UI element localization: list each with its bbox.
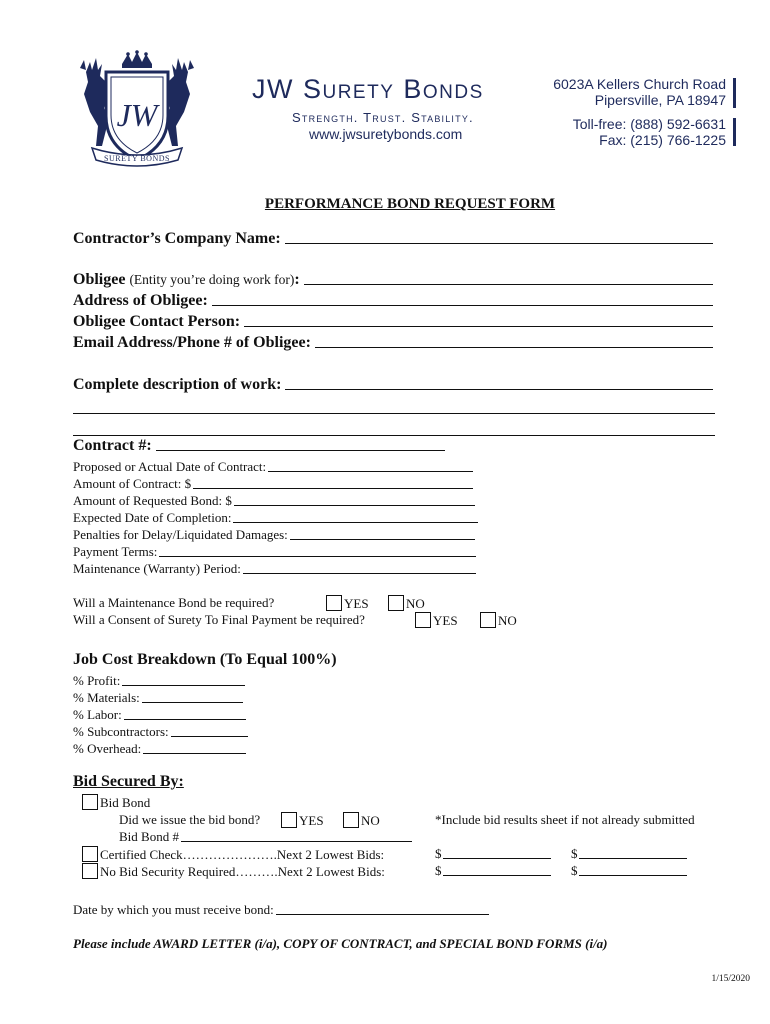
company-tagline: Strength. Trust. Stability. xyxy=(292,110,474,125)
required-documents-note: Please include AWARD LETTER (i/a), COPY OF CONTRACT, and SPECIAL BOND FORMS (i/a) xyxy=(73,936,608,951)
contractor-company-label: Contractor’s Company Name: xyxy=(73,230,281,247)
issue-bid-bond-question: Did we issue the bid bond? xyxy=(119,812,261,827)
maintenance-period-field[interactable] xyxy=(73,561,476,577)
address-line-1: 6023A Kellers Church Road xyxy=(553,76,726,92)
issue-bid-bond-no-label: NO xyxy=(361,813,380,828)
address-line-2: Pipersville, PA 18947 xyxy=(594,92,726,108)
fax-number: Fax: (215) 766-1225 xyxy=(599,132,726,148)
completion-date-line[interactable] xyxy=(233,521,478,523)
no-bid-security-bid-2-line[interactable] xyxy=(579,874,688,876)
obligee-contact-label: Obligee Contact Person: xyxy=(73,313,241,330)
labor-field[interactable] xyxy=(73,707,246,723)
obligee-address-field[interactable] xyxy=(73,292,713,310)
contract-number-field[interactable] xyxy=(73,437,445,455)
bid-results-note: *Include bid results sheet if not already submitted xyxy=(435,812,695,827)
bid-bond-number-label: Bid Bond # xyxy=(119,829,179,844)
maintenance-bond-no-option[interactable] xyxy=(388,595,425,612)
contractor-company-line[interactable] xyxy=(285,242,713,244)
bid-bond-label: Bid Bond xyxy=(100,795,151,810)
consent-yes-option[interactable] xyxy=(415,612,458,629)
no-bid-security-label: No Bid Security Required……….Next 2 Lowest Bids: xyxy=(100,864,385,879)
penalties-line[interactable] xyxy=(290,538,475,540)
subcontractors-field[interactable] xyxy=(73,724,248,740)
toll-free-number: Toll-free: (888) 592-6631 xyxy=(572,116,726,132)
no-bid-security-bid-1-field[interactable] xyxy=(435,863,551,879)
obligee-colon: : xyxy=(294,271,300,288)
no-bid-security-bid-2-field[interactable] xyxy=(571,863,687,879)
obligee-address-label: Address of Obligee: xyxy=(73,292,208,309)
left-stag-icon xyxy=(80,58,108,146)
job-cost-heading: Job Cost Breakdown (To Equal 100%) xyxy=(73,651,337,668)
bid-bond-checkbox[interactable] xyxy=(82,794,98,810)
issue-bid-bond-yes-checkbox[interactable] xyxy=(281,812,297,828)
payment-terms-field[interactable] xyxy=(73,544,476,560)
materials-label: % Materials: xyxy=(73,690,140,705)
contract-number-label: Contract #: xyxy=(73,437,152,454)
contact-divider xyxy=(733,118,736,146)
contract-amount-field[interactable] xyxy=(73,476,473,492)
subcontractors-label: % Subcontractors: xyxy=(73,724,169,739)
contract-amount-line[interactable] xyxy=(193,487,473,489)
issue-bid-bond-no-checkbox[interactable] xyxy=(343,812,359,828)
profit-field[interactable] xyxy=(73,673,245,689)
crown-icon xyxy=(122,50,152,68)
obligee-note: (Entity you’re doing work for) xyxy=(129,272,295,287)
bid-bond-number-line[interactable] xyxy=(181,840,412,842)
certified-check-label: Certified Check………………….Next 2 Lowest Bids: xyxy=(100,847,385,862)
issue-bid-bond-no-option[interactable] xyxy=(343,812,380,829)
consent-no-label: NO xyxy=(498,613,517,628)
certified-check-bid-2-line[interactable] xyxy=(579,857,688,859)
obligee-contact-field[interactable] xyxy=(73,313,713,331)
maintenance-bond-yes-option[interactable] xyxy=(326,595,369,612)
obligee-contact-line[interactable] xyxy=(244,325,713,327)
dollar-sign: $ xyxy=(435,863,442,878)
consent-no-option[interactable] xyxy=(480,612,517,629)
no-bid-security-option[interactable] xyxy=(82,863,385,880)
dollar-sign: $ xyxy=(435,846,442,861)
requested-bond-amount-label: Amount of Requested Bond: $ xyxy=(73,493,232,508)
form-title: PERFORMANCE BOND REQUEST FORM xyxy=(264,196,556,212)
obligee-label: Obligee xyxy=(73,271,126,288)
bid-bond-option[interactable] xyxy=(82,794,150,811)
profit-line[interactable] xyxy=(122,684,245,686)
receive-date-line[interactable] xyxy=(276,913,489,915)
receive-date-field[interactable] xyxy=(73,902,489,918)
consent-yes-checkbox[interactable] xyxy=(415,612,431,628)
logo-letters: JW xyxy=(116,97,158,133)
certified-check-checkbox[interactable] xyxy=(82,846,98,862)
penalties-label: Penalties for Delay/Liquidated Damages: xyxy=(73,527,288,542)
bid-secured-heading: Bid Secured By: xyxy=(73,773,184,790)
certified-check-bid-1-field[interactable] xyxy=(435,846,551,862)
obligee-address-line[interactable] xyxy=(212,304,713,306)
maintenance-period-label: Maintenance (Warranty) Period: xyxy=(73,561,241,576)
contract-date-line[interactable] xyxy=(268,470,473,472)
obligee-email-phone-line[interactable] xyxy=(315,346,713,348)
company-name: JW Surety Bonds xyxy=(252,74,484,104)
obligee-email-phone-field[interactable] xyxy=(73,334,713,352)
penalties-field[interactable] xyxy=(73,527,475,543)
certified-check-bid-2-field[interactable] xyxy=(571,846,687,862)
payment-terms-line[interactable] xyxy=(159,555,476,557)
completion-date-field[interactable] xyxy=(73,510,478,526)
materials-line[interactable] xyxy=(142,701,243,703)
maintenance-bond-no-label: NO xyxy=(406,596,425,611)
work-description-label: Complete description of work: xyxy=(73,376,282,393)
issue-bid-bond-yes-label: YES xyxy=(299,813,324,828)
consent-no-checkbox[interactable] xyxy=(480,612,496,628)
contract-date-field[interactable] xyxy=(73,459,473,475)
issue-bid-bond-yes-option[interactable] xyxy=(281,812,324,829)
overhead-label: % Overhead: xyxy=(73,741,142,756)
labor-line[interactable] xyxy=(124,718,246,720)
subcontractors-line[interactable] xyxy=(171,735,248,737)
certified-check-bid-1-line[interactable] xyxy=(443,857,552,859)
contract-number-line[interactable] xyxy=(156,449,445,451)
maintenance-bond-question: Will a Maintenance Bond be required? xyxy=(73,595,275,610)
consent-yes-label: YES xyxy=(433,613,458,628)
no-bid-security-checkbox[interactable] xyxy=(82,863,98,879)
work-description-line-3[interactable] xyxy=(73,435,715,436)
no-bid-security-bid-1-line[interactable] xyxy=(443,874,552,876)
company-website[interactable]: www.jwsuretybonds.com xyxy=(309,126,463,142)
receive-date-label: Date by which you must receive bond: xyxy=(73,902,274,917)
profit-label: % Profit: xyxy=(73,673,121,688)
contractor-company-field[interactable] xyxy=(73,230,713,248)
labor-label: % Labor: xyxy=(73,707,122,722)
completion-date-label: Expected Date of Completion: xyxy=(73,510,232,525)
contract-amount-label: Amount of Contract: $ xyxy=(73,476,192,491)
obligee-field[interactable] xyxy=(73,271,713,289)
work-description-field[interactable] xyxy=(73,376,713,394)
maintenance-period-line[interactable] xyxy=(243,572,476,574)
company-logo xyxy=(78,50,196,172)
work-description-line[interactable] xyxy=(285,388,713,390)
requested-bond-amount-line[interactable] xyxy=(234,504,475,506)
contract-date-label: Proposed or Actual Date of Contract: xyxy=(73,459,267,474)
logo-banner-text: SURETY BONDS xyxy=(104,154,170,163)
consent-of-surety-question: Will a Consent of Surety To Final Payment be required? xyxy=(73,612,365,627)
obligee-line[interactable] xyxy=(304,283,713,285)
address-divider xyxy=(733,78,736,108)
maintenance-bond-yes-checkbox[interactable] xyxy=(326,595,342,611)
materials-field[interactable] xyxy=(73,690,243,706)
maintenance-bond-no-checkbox[interactable] xyxy=(388,595,404,611)
form-revision-date: 1/15/2020 xyxy=(711,974,750,984)
overhead-line[interactable] xyxy=(143,752,246,754)
payment-terms-label: Payment Terms: xyxy=(73,544,158,559)
maintenance-bond-yes-label: YES xyxy=(344,596,369,611)
dollar-sign: $ xyxy=(571,846,578,861)
obligee-email-phone-label: Email Address/Phone # of Obligee: xyxy=(73,334,311,351)
requested-bond-amount-field[interactable] xyxy=(73,493,475,509)
work-description-line-2[interactable] xyxy=(73,413,715,414)
certified-check-option[interactable] xyxy=(82,846,384,863)
overhead-field[interactable] xyxy=(73,741,246,757)
right-stag-icon xyxy=(166,58,194,146)
bid-bond-number-field[interactable] xyxy=(119,829,412,845)
dollar-sign: $ xyxy=(571,863,578,878)
